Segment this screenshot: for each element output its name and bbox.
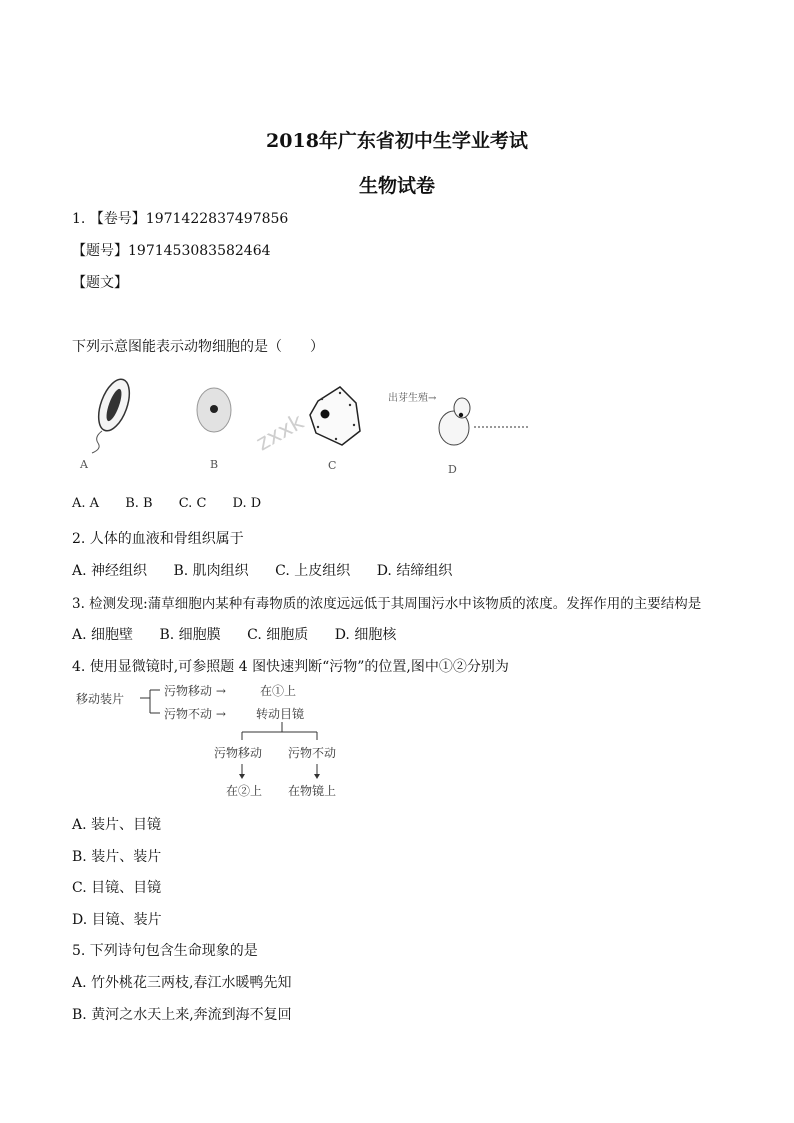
- node-turn-eyepiece: 转动目镜: [256, 707, 305, 721]
- q1-paper-id: 1. 【卷号】1971422837497856: [72, 211, 289, 227]
- q4-option-c[interactable]: C. 目镜、目镜: [72, 880, 162, 896]
- node-on-objective: 在物镜上: [288, 784, 337, 798]
- cell-c-polygon: [310, 387, 360, 445]
- q5-option-a[interactable]: A. 竹外桃花三两枝,春江水暖鸭先知: [72, 975, 292, 991]
- q5-stem: 5. 下列诗句包含生命现象的是: [72, 943, 258, 959]
- q2-stem: 2. 人体的血液和骨组织属于: [72, 531, 244, 547]
- q2-option-d[interactable]: D. 结缔组织: [376, 563, 453, 579]
- q1-option-b[interactable]: B. B: [125, 496, 153, 511]
- node-dirt-still: 污物不动 →: [164, 707, 226, 721]
- q1-option-d[interactable]: D. D: [232, 496, 262, 511]
- cell-a-label: A: [80, 458, 88, 471]
- q3-option-a[interactable]: A. 细胞壁: [72, 627, 134, 643]
- q4-stem: 4. 使用显微镜时,可参照题 4 图快速判断“污物”的位置,图中①②分别为: [72, 659, 509, 675]
- q3-option-c[interactable]: C. 细胞质: [247, 627, 309, 643]
- q1-stem: 下列示意图能表示动物细胞的是（ ）: [72, 339, 324, 355]
- q2-options: [72, 560, 474, 580]
- q2-option-a[interactable]: A. 神经组织: [72, 563, 148, 579]
- q5-option-b[interactable]: B. 黄河之水天上来,奔流到海不复回: [72, 1007, 292, 1023]
- cell-a-bacterium: [92, 375, 135, 453]
- q2-option-c[interactable]: C. 上皮组织: [275, 563, 351, 579]
- q1-options: [72, 496, 283, 511]
- exam-subtitle: 生物试卷: [358, 175, 435, 197]
- q4-flow-diagram: [72, 680, 372, 804]
- q3-options: [72, 624, 418, 644]
- q1-text-label: 【题文】: [72, 275, 128, 291]
- node-on-1: 在①上: [260, 684, 297, 698]
- cell-d-label: D: [448, 463, 457, 476]
- q1-question-id: 【题号】1971453083582464: [72, 243, 271, 259]
- cell-b-round: [197, 388, 231, 432]
- q2-option-b[interactable]: B. 肌肉组织: [173, 563, 249, 579]
- node-dirt-moves: 污物移动 →: [164, 684, 226, 698]
- q1-option-c[interactable]: C. C: [178, 496, 207, 511]
- cell-d-yeast: [439, 398, 528, 445]
- q1-cell-figure: [72, 375, 542, 485]
- q3-option-b[interactable]: B. 细胞膜: [159, 627, 221, 643]
- node-move-slide: 移动装片: [76, 692, 125, 706]
- q3-stem: 3. 检测发现:蒲草细胞内某种有毒物质的浓度远远低于其周围污水中该物质的浓度。发挥作用的主要结构是: [72, 596, 702, 612]
- q4-option-a[interactable]: A. 装片、目镜: [72, 817, 162, 833]
- q3-option-d[interactable]: D. 细胞核: [334, 627, 397, 643]
- cell-c-label: C: [328, 459, 337, 472]
- watermark: zxxk: [252, 409, 309, 457]
- node-sub-still: 污物不动: [288, 746, 337, 760]
- node-on-2: 在②上: [226, 784, 263, 798]
- q1-option-a[interactable]: A. A: [72, 496, 100, 511]
- q4-option-b[interactable]: B. 装片、装片: [72, 849, 162, 865]
- exam-title: 2018年广东省初中生学业考试: [266, 130, 528, 152]
- node-sub-moves: 污物移动: [214, 746, 263, 760]
- cell-diagrams: [72, 375, 542, 485]
- cell-b-label: B: [210, 458, 219, 471]
- q4-option-d[interactable]: D. 目镜、装片: [72, 912, 162, 928]
- budding-annotation: 出芽生殖→: [388, 393, 437, 404]
